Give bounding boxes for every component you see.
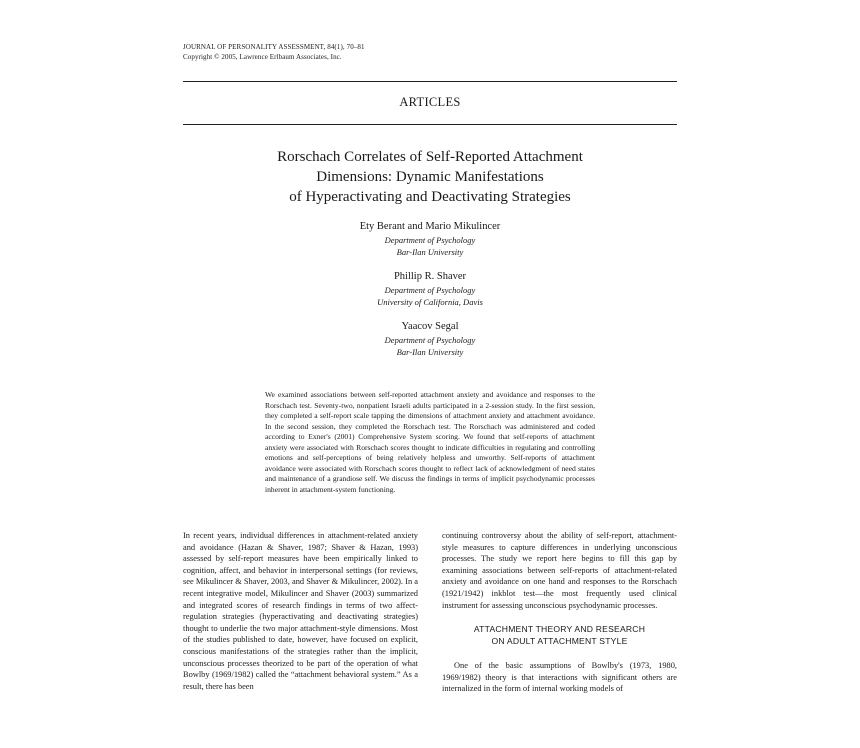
section-heading-line: ON ADULT ATTACHMENT STYLE xyxy=(491,636,628,647)
header-bottom-rule xyxy=(183,124,677,125)
section-heading-line: ATTACHMENT THEORY AND RESEARCH xyxy=(473,624,646,635)
body-column-right xyxy=(442,530,677,695)
author-institution: University of California, Davis xyxy=(377,297,483,307)
author-institution: Bar-Ilan University xyxy=(396,347,464,357)
author-department: Department of Psychology xyxy=(384,335,476,345)
author-department: Department of Psychology xyxy=(384,285,476,295)
abstract: We examined associations between self-reported attachment anxiety and avoidance and responses to the Rorschach test. Seventy-two, nonpatient Israeli adults participated in a 2-session study. In the first session, they completed a self-report scale tapping the dimensions of attachment anxiety and attachment avoidance. In the second session, they completed the Rorschach test. The Rorschach was administered and coded according to Exner's (2001) Comprehensive System scoring. We found that self-reports of attachment anxiety were associated with Rorschach scores thought to indicate difficulties in regulating and controlling emotions and self-perceptions of being relatively helpless and unworthy. Self-reports of attachment avoidance were associated with Rorschach scores thought to reflect lack of acknowledgment of need states and maintenance of a grandiose self. We discuss the findings in terms of implicit psychodynamic processes inherent in attachment-system functioning. xyxy=(265,390,595,494)
author-group xyxy=(183,320,677,358)
journal-citation: JOURNAL OF PERSONALITY ASSESSMENT, 84(1), 70–81 xyxy=(183,43,365,51)
body-column-left xyxy=(183,530,418,692)
title-line: of Hyperactivating and Deactivating Strategies xyxy=(289,189,571,205)
title-line: Dimensions: Dynamic Manifestations xyxy=(316,169,544,185)
author-names: Ety Berant and Mario Mikulincer xyxy=(359,221,501,232)
header-top-rule xyxy=(183,81,677,82)
author-department: Department of Psychology xyxy=(384,235,476,245)
copyright-line: Copyright © 2005, Lawrence Erlbaum Associates, Inc. xyxy=(183,53,342,61)
journal-header xyxy=(183,42,365,62)
title-line: Rorschach Correlates of Self-Reported Attachment xyxy=(277,149,583,165)
section-label: ARTICLES xyxy=(399,95,461,109)
author-institution: Bar-Ilan University xyxy=(396,247,464,257)
author-names: Yaacov Segal xyxy=(401,321,459,332)
author-group xyxy=(183,270,677,308)
author-group xyxy=(183,220,677,258)
body-paragraph: One of the basic assumptions of Bowlby's (1973, 1980, 1969/1982) theory is that interactions with significant others are internalized in the form of internal working models of xyxy=(442,661,677,694)
body-paragraph: In recent years, individual differences in attachment-related anxiety and avoidance (Hazan & Shaver, 1987; Shaver & Hazan, 1993) assessed by self-report measures have been empirically linked to cognition, affect, and behavior in interpersonal settings (for reviews, see Mikulincer & Shaver, 2003, and Shaver & Mikulincer, 2002). In a recent integrative model, Mikulincer and Shaver (2003) summarized and integrated scores of research findings in terms of two affect-regulation strategies (hyperactivating and deactivating strategies) thought to underlie the two major attachment-style dimensions. Most of the studies published to date, however, have focused on explicit, conscious manifestations of the strategies rather than the implicit, unconscious processes theorized to be part of the operation of what Bowlby (1969/1982) called the “attachment behavioral system.” As a result, there has been xyxy=(183,531,418,691)
article-title xyxy=(183,147,677,207)
author-names: Phillip R. Shaver xyxy=(393,271,467,282)
section-heading xyxy=(442,623,677,647)
body-paragraph: continuing controversy about the ability of self-report, attachment-style measures to capture differences in underlying unconscious processes. The study we report here begins to fill this gap by examining associations between self-reports of attachment-related anxiety and avoidance on one hand and responses to the Rorschach (1921/1942) inkblot test—the most frequently used clinical instrument for assessing unconscious psychodynamic processes. xyxy=(442,531,677,610)
